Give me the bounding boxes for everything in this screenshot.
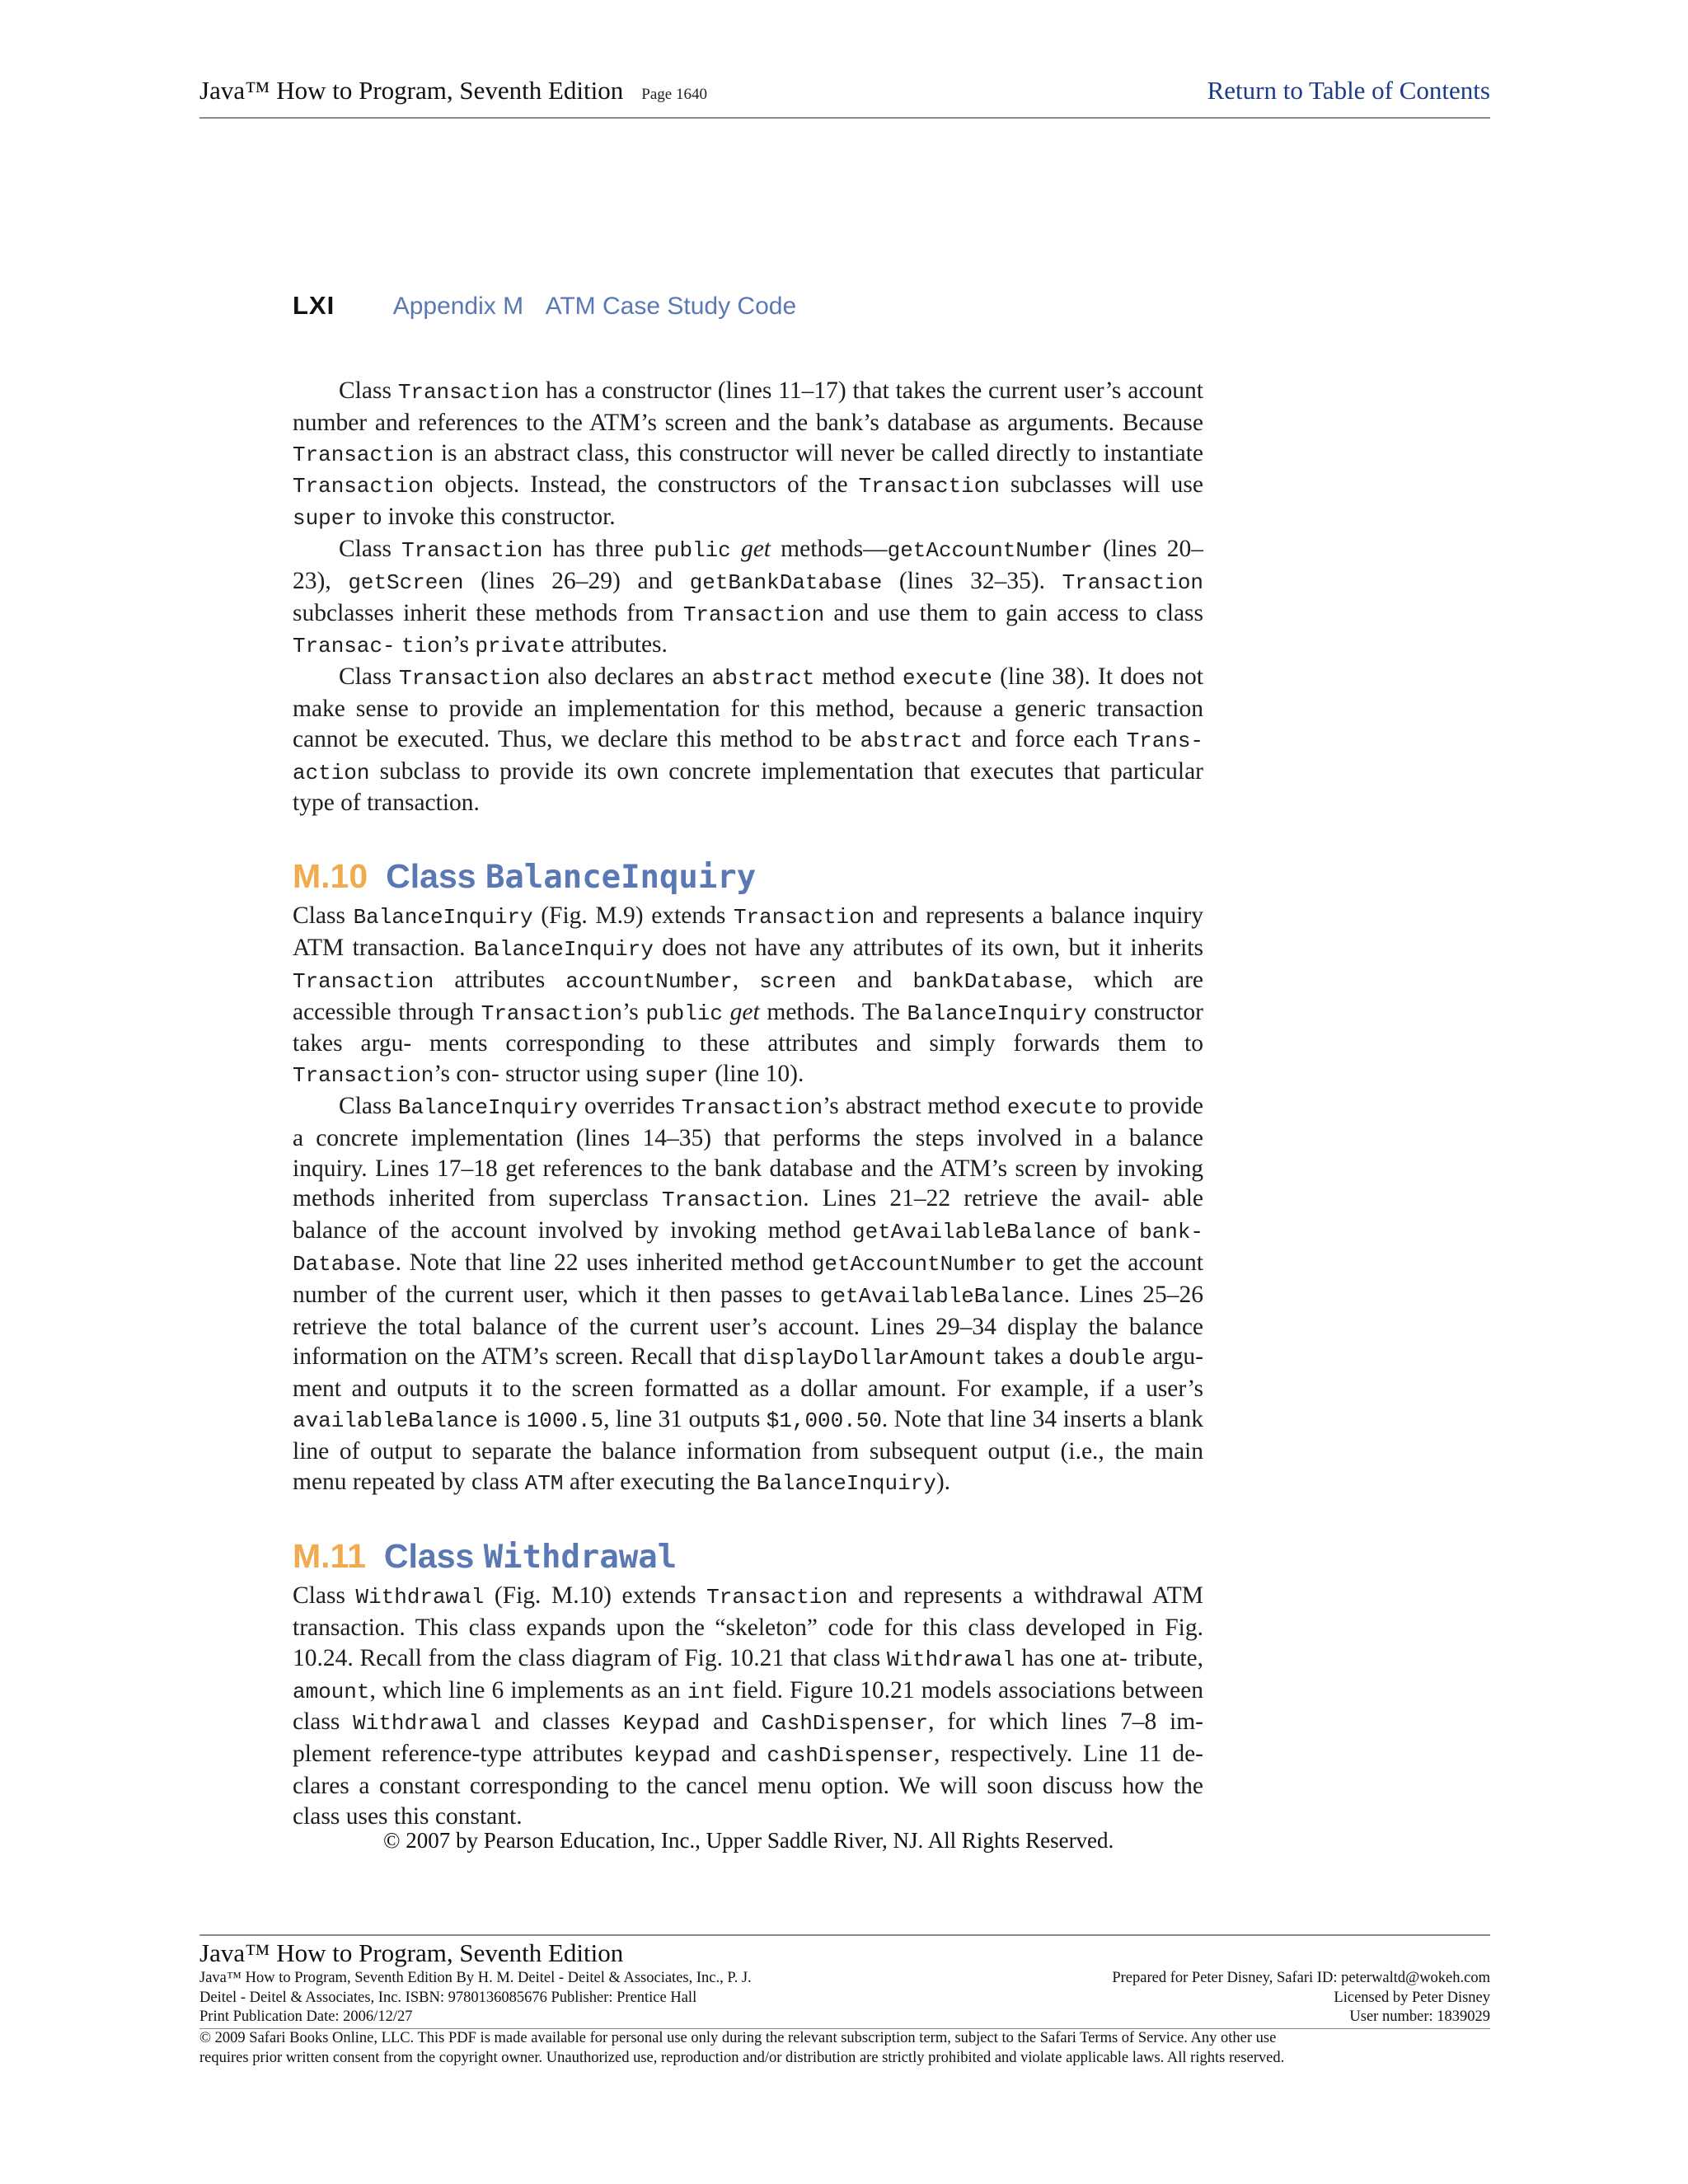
book-title — [199, 76, 707, 105]
code-term: accountNumber — [565, 968, 733, 994]
paragraph — [293, 534, 1203, 662]
text-run: and — [836, 966, 913, 993]
footer-left-line: Deitel - Deitel & Associates, Inc. ISBN: 9780136085676 Publisher: Prentice Hall — [199, 1989, 697, 2006]
code-term: getScreen — [348, 569, 464, 595]
section-heading-m11 — [293, 1536, 1203, 1577]
section-number: M.11 — [293, 1537, 366, 1576]
code-term: private — [475, 634, 565, 659]
code-term: getAvailableBalance — [819, 1283, 1064, 1309]
code-term: getAccountNumber — [887, 537, 1093, 563]
text-run: method — [814, 663, 903, 691]
code-term: cashDispenser — [767, 1743, 935, 1769]
footer — [199, 1934, 1490, 2068]
footer-legal-line: requires prior written consent from the copyright owner. Unauthorized use, reproduction and/or distribution are strictly prohibited and violate applicable laws. All rights reserved. — [199, 2049, 1285, 2066]
code-term: Transaction — [293, 474, 434, 499]
text-run: objects. Instead, the constructors of the — [434, 471, 859, 499]
text-run: Class — [293, 1582, 356, 1610]
code-term: super — [293, 506, 357, 532]
italic-term: get — [740, 535, 771, 562]
text-run: has one at- tribute, — [1015, 1644, 1203, 1671]
footer-license-info — [913, 1969, 1490, 2027]
text-run: argu- ment and outputs it to the screen formatted as a dollar amount. For example, if a user’s — [293, 1343, 1203, 1403]
copyright-notice: © 2007 by Pearson Education, Inc., Upper Saddle River, NJ. All Rights Reserved. — [383, 1828, 1114, 1853]
text-run: . Lines 25–26 retrieve the total balance of the current user’s account. Lines 29–34 display the balance information on the ATM’s screen. Recall that — [293, 1281, 1203, 1371]
code-term: Transaction — [399, 666, 541, 691]
page-number: LXI — [293, 291, 335, 320]
paragraph — [293, 901, 1203, 1091]
text-run: subclass to provide its own concrete implementation that executes that particular type of transaction. — [293, 757, 1203, 817]
code-term: Transaction — [733, 905, 875, 930]
text-run: ). — [935, 1468, 951, 1495]
code-term: CashDispenser — [761, 1711, 929, 1736]
text-run: methods— — [770, 535, 888, 562]
section-code: Withdrawal — [483, 1539, 678, 1577]
text-run: and use them to gain access to class — [824, 599, 1204, 626]
code-term: Transaction — [293, 442, 434, 467]
code-term: tion — [401, 634, 453, 659]
appendix-label: Appendix M — [392, 293, 524, 320]
footer-legal — [199, 2029, 1490, 2068]
paragraph — [293, 376, 1203, 534]
code-term: Transaction — [401, 537, 543, 563]
code-term: screen — [759, 968, 837, 994]
section-number: M.10 — [293, 857, 368, 896]
text-run: ’s con- structor using — [434, 1061, 645, 1088]
code-term: Transaction — [1062, 569, 1203, 595]
code-term: execute — [902, 666, 992, 691]
code-term: execute — [1006, 1094, 1097, 1120]
text-run: , which are accessible through — [293, 966, 1204, 1025]
italic-term: get — [729, 998, 760, 1025]
code-term: Withdrawal — [355, 1585, 485, 1610]
text-run: field. Figure 10.21 models associations between class — [293, 1676, 1203, 1736]
top-header — [199, 76, 1490, 119]
code-term: availableBalance — [293, 1408, 499, 1433]
text-run — [723, 999, 730, 1025]
section-word: Class — [383, 1537, 475, 1576]
code-term: bankDatabase — [912, 968, 1067, 994]
footer-left-line: Java™ How to Program, Seventh Edition By H. M. Deitel - Deitel & Associates, Inc., P. J. — [199, 1970, 752, 1986]
code-term: public — [654, 537, 731, 563]
code-term: public — [645, 1001, 723, 1026]
text-run: is an abstract class, this constructor will never be called directly to instantiate — [434, 439, 1203, 466]
text-run: (lines 20–23), — [293, 535, 1204, 594]
code-term: getAccountNumber — [811, 1251, 1018, 1277]
text-run: ’s — [452, 631, 476, 658]
text-run: overrides — [577, 1092, 682, 1119]
code-term: BalanceInquiry — [907, 1001, 1087, 1026]
toc-link[interactable]: Return to Table of Contents — [1207, 76, 1490, 105]
text-run: , — [732, 966, 760, 993]
book-title-text: Java™ How to Program, Seventh Edition — [199, 76, 624, 105]
text-run: . Lines 21–22 retrieve the avail- able balance of the account involved by invoking method — [293, 1185, 1204, 1244]
code-term: BalanceInquiry — [756, 1470, 936, 1496]
running-head — [293, 291, 796, 321]
footer-right-line: Licensed by Peter Disney — [1334, 1989, 1490, 2006]
text-run: attributes. — [565, 631, 668, 658]
text-run: constructor takes argu- ments corresponding to these attributes and simply forwards them to — [293, 998, 1203, 1057]
code-term: Transaction — [682, 602, 825, 627]
text-run: has three — [542, 535, 654, 562]
text-run — [396, 631, 401, 658]
code-term: Transaction — [858, 474, 1000, 499]
text-run: does not have any attributes of its own, but it inherits — [653, 934, 1203, 961]
text-run: attributes — [434, 966, 566, 993]
text-run: and represents a withdrawal ATM transaction. This class expands upon the “skeleton” code for this class developed in Fig. 10.24. Recall from the class diagram of Fig. 10.21 that class — [293, 1582, 1204, 1671]
code-term: getBankDatabase — [689, 569, 883, 595]
text-run: . Note that line 22 uses inherited method — [395, 1249, 812, 1276]
code-term: Transaction — [397, 380, 540, 405]
section-heading-m10 — [293, 856, 1203, 898]
footer-publication-info — [199, 1969, 1024, 2027]
code-term: action — [293, 760, 370, 785]
code-term: Transaction — [706, 1585, 848, 1610]
text-run: , which line 6 implements as an — [369, 1676, 687, 1704]
text-run: and force each — [963, 725, 1127, 752]
code-term: 1000.5 — [526, 1408, 604, 1433]
page-content — [293, 376, 1203, 1832]
code-term: super — [644, 1063, 709, 1089]
code-term: Database — [293, 1251, 396, 1277]
text-run: (lines 32–35). — [882, 567, 1062, 594]
text-run: is — [498, 1405, 527, 1432]
paragraph — [293, 1581, 1203, 1831]
text-run: (Fig. M.10) extends — [484, 1582, 707, 1610]
text-run: methods. The — [759, 998, 907, 1025]
text-run: ’s — [622, 998, 646, 1025]
code-term: Keypad — [622, 1711, 701, 1736]
code-term: double — [1068, 1346, 1146, 1371]
footer-title: Java™ How to Program, Seventh Edition — [199, 1938, 624, 1967]
code-term: int — [687, 1679, 726, 1704]
text-run: to invoke this constructor. — [356, 504, 616, 531]
text-run — [731, 536, 741, 562]
code-term: ATM — [524, 1470, 564, 1496]
code-term: Transac- — [293, 634, 396, 659]
text-run: Class — [339, 377, 398, 404]
text-run: after executing the — [563, 1468, 757, 1495]
text-run: (line 38). It does not make sense to provide an implementation for this method, because a generic transaction cannot be executed. Thus, we declare this method to be — [293, 663, 1203, 752]
paragraph — [293, 1091, 1203, 1498]
text-run: Class — [293, 902, 354, 930]
code-term: Trans- — [1126, 728, 1204, 753]
text-run: has a constructor (lines 11–17) that takes the current user’s account number and references to the ATM’s screen and the bank’s database as arguments. Because — [293, 377, 1203, 436]
code-term: getAvailableBalance — [852, 1220, 1096, 1245]
code-term: BalanceInquiry — [397, 1094, 578, 1120]
code-term: abstract — [711, 666, 815, 691]
text-run: (line 10). — [708, 1061, 804, 1088]
text-run: . Note that line 34 inserts a blank line of output to separate the balance information from subsequent output (i.e., the main menu repeated by class — [293, 1405, 1204, 1495]
code-term: keypad — [633, 1743, 711, 1769]
text-run: subclasses inherit these methods from — [293, 599, 683, 626]
footer-right-line: User number: 1839029 — [1349, 2008, 1490, 2025]
code-term: BalanceInquiry — [473, 936, 654, 962]
code-term: Transaction — [293, 1063, 434, 1089]
code-term: Withdrawal — [886, 1647, 1015, 1672]
footer-legal-line: © 2009 Safari Books Online, LLC. This PDF is made available for personal use only during the relevant subscription term, subject to the Safari Terms of Service. Any other use — [199, 2030, 1277, 2046]
text-run: to provide a concrete implementation (lines 14–35) that performs the steps involved in a balance inquiry. Lines 17–18 get references to the bank database and the ATM’s screen by invoking methods inherited from superclass — [293, 1092, 1203, 1212]
text-run: , line 31 outputs — [603, 1405, 767, 1432]
text-run: to get the account number of the current user, which it then passes to — [293, 1249, 1203, 1308]
footer-right-line: Prepared for Peter Disney, Safari ID: peterwaltd@wokeh.com — [1112, 1970, 1490, 1986]
code-term: Transaction — [681, 1094, 823, 1120]
text-run: Class — [339, 663, 400, 691]
text-run: , respectively. Line 11 de- clares a constant corresponding to the cancel menu option. We will soon discuss how the class uses this constant. — [293, 1741, 1204, 1830]
text-run: and — [700, 1708, 762, 1736]
paragraph — [293, 662, 1203, 818]
text-run: (lines 26–29) and — [463, 567, 690, 594]
text-run: and classes — [481, 1708, 623, 1736]
code-term: abstract — [860, 728, 964, 753]
code-term: displayDollarAmount — [743, 1346, 987, 1371]
text-run: (Fig. M.9) extends — [532, 902, 734, 930]
section-word: Class — [386, 857, 476, 896]
code-term: BalanceInquiry — [353, 905, 533, 930]
code-term: Transaction — [481, 1001, 623, 1026]
footer-left-line: Print Publication Date: 2006/12/27 — [199, 2008, 413, 2025]
code-term: Transaction — [661, 1188, 804, 1213]
text-run: takes a — [987, 1343, 1069, 1371]
text-run: and — [710, 1741, 767, 1768]
text-run: , for which lines 7–8 im- plement reference-type attributes — [293, 1708, 1203, 1768]
text-run: subclasses will use — [999, 471, 1203, 499]
code-term: amount — [293, 1679, 370, 1704]
section-code: BalanceInquiry — [485, 859, 757, 897]
text-run: Class — [339, 1092, 398, 1119]
footer-meta — [199, 1969, 1490, 2027]
code-term: Withdrawal — [353, 1711, 481, 1736]
code-term: Transaction — [293, 968, 434, 994]
text-run: of — [1095, 1217, 1140, 1244]
code-term: $1,000.50 — [766, 1408, 882, 1433]
text-run: also declares an — [540, 663, 712, 691]
text-run: Class — [339, 535, 402, 562]
text-run: ’s abstract method — [823, 1092, 1007, 1119]
code-term: bank- — [1139, 1220, 1203, 1245]
appendix-title: ATM Case Study Code — [545, 293, 797, 320]
text-run: and represents a balance inquiry ATM transaction. — [293, 902, 1203, 961]
page-label: Page 1640 — [641, 86, 707, 103]
